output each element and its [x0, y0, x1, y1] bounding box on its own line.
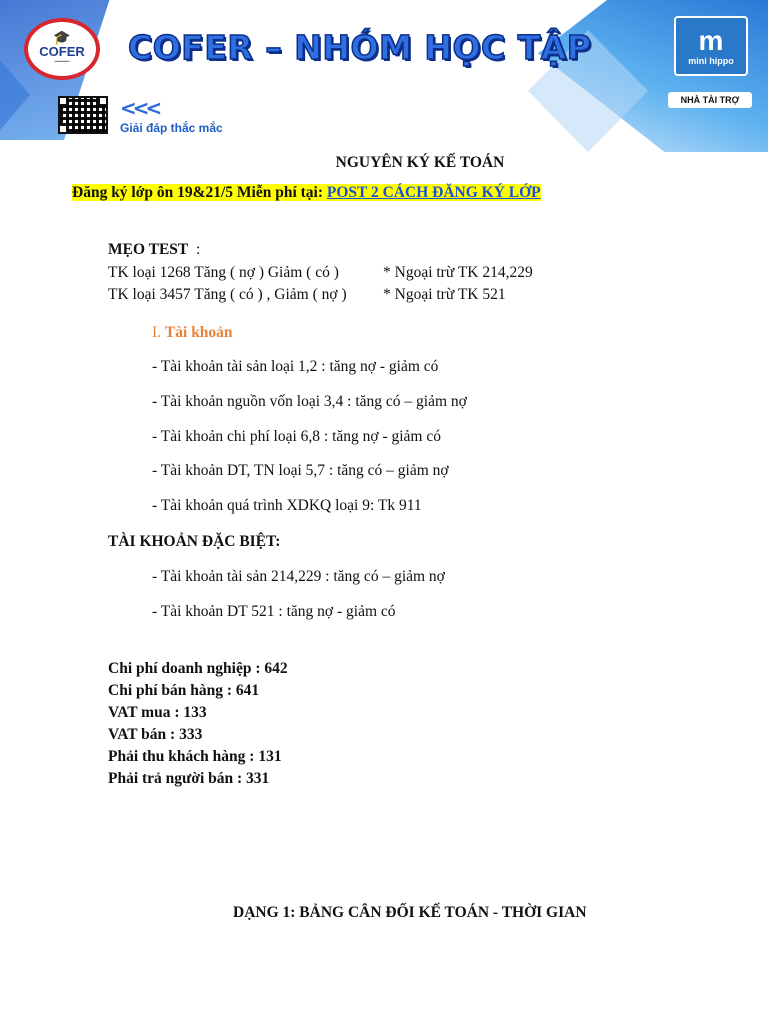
help-link[interactable]: Giải đáp thắc mắc — [120, 121, 223, 135]
tips-heading — [108, 240, 200, 260]
logo-tagline-mark: ━━━━━ — [54, 58, 70, 65]
tip-line-left: TK loại 3457 Tăng ( có ) , Giảm ( nợ ) — [108, 286, 347, 303]
sponsor-logo-mark: m — [698, 25, 724, 56]
qr-finder-icon — [58, 96, 68, 106]
special-accounts-heading: TÀI KHOẢN ĐẶC BIỆT: — [108, 533, 281, 550]
special-account-item: - Tài khoản DT 521 : tăng nợ - giảm có — [152, 603, 396, 620]
code-line: Phải trả người bán : 331 — [108, 770, 270, 787]
code-line: VAT mua : 133 — [108, 704, 207, 721]
header-banner — [0, 0, 768, 152]
logo-text: COFER — [39, 43, 85, 59]
sponsor-logo — [674, 16, 748, 76]
code-line: VAT bán : 333 — [108, 726, 203, 743]
qr-code-icon[interactable] — [58, 96, 108, 134]
sponsor-name: mini hippo — [688, 56, 734, 66]
code-line: Chi phí doanh nghiệp : 642 — [108, 660, 288, 677]
register-link[interactable]: POST 2 CÁCH ĐĂNG KÝ LỚP — [326, 184, 541, 201]
account-item: - Tài khoản tài sản loại 1,2 : tăng nợ - giảm có — [152, 358, 439, 375]
graduation-cap-icon: 🎓 — [53, 30, 71, 46]
tips-colon: : — [196, 241, 201, 258]
tip-line-right: * Ngoại trừ TK 214,229 — [383, 264, 533, 281]
qr-finder-icon — [58, 124, 68, 134]
register-text: Đăng ký lớp ôn 19&21/5 Miễn phí tại: — [72, 184, 327, 201]
special-account-item: - Tài khoản tài sản 214,229 : tăng có – giảm nợ — [152, 568, 445, 585]
tips-title: MẸO TEST — [108, 241, 189, 258]
section-1-number: I. — [152, 324, 162, 341]
register-line — [72, 183, 541, 203]
tip-line-left: TK loại 1268 Tăng ( nợ ) Giảm ( có ) — [108, 264, 339, 281]
code-line: Chi phí bán hàng : 641 — [108, 682, 260, 699]
sponsor-label: NHÀ TÀI TRỢ — [668, 92, 752, 108]
account-item: - Tài khoản nguồn vốn loại 3,4 : tăng có – giảm nợ — [152, 393, 467, 410]
double-chevron-left-icon: <<< — [120, 96, 159, 120]
banner-title: COFER – NHÓM HỌC TẬP — [128, 28, 592, 67]
section-1-title: Tài khoản — [164, 324, 233, 341]
section-1-heading — [152, 323, 233, 343]
qr-finder-icon — [98, 96, 108, 106]
account-item: - Tài khoản DT, TN loại 5,7 : tăng có – giảm nợ — [152, 462, 449, 479]
cofer-logo — [24, 18, 100, 80]
account-item: - Tài khoản quá trình XDKQ loại 9: Tk 911 — [152, 497, 422, 514]
tip-line-right: * Ngoại trừ TK 521 — [383, 286, 506, 303]
section-2-heading: DẠNG 1: BẢNG CÂN ĐỐI KẾ TOÁN - THỜI GIAN — [233, 904, 587, 921]
account-item: - Tài khoản chi phí loại 6,8 : tăng nợ - giảm có — [152, 428, 441, 445]
document-heading: NGUYÊN KÝ KẾ TOÁN — [335, 154, 505, 171]
code-line: Phải thu khách hàng : 131 — [108, 748, 282, 765]
